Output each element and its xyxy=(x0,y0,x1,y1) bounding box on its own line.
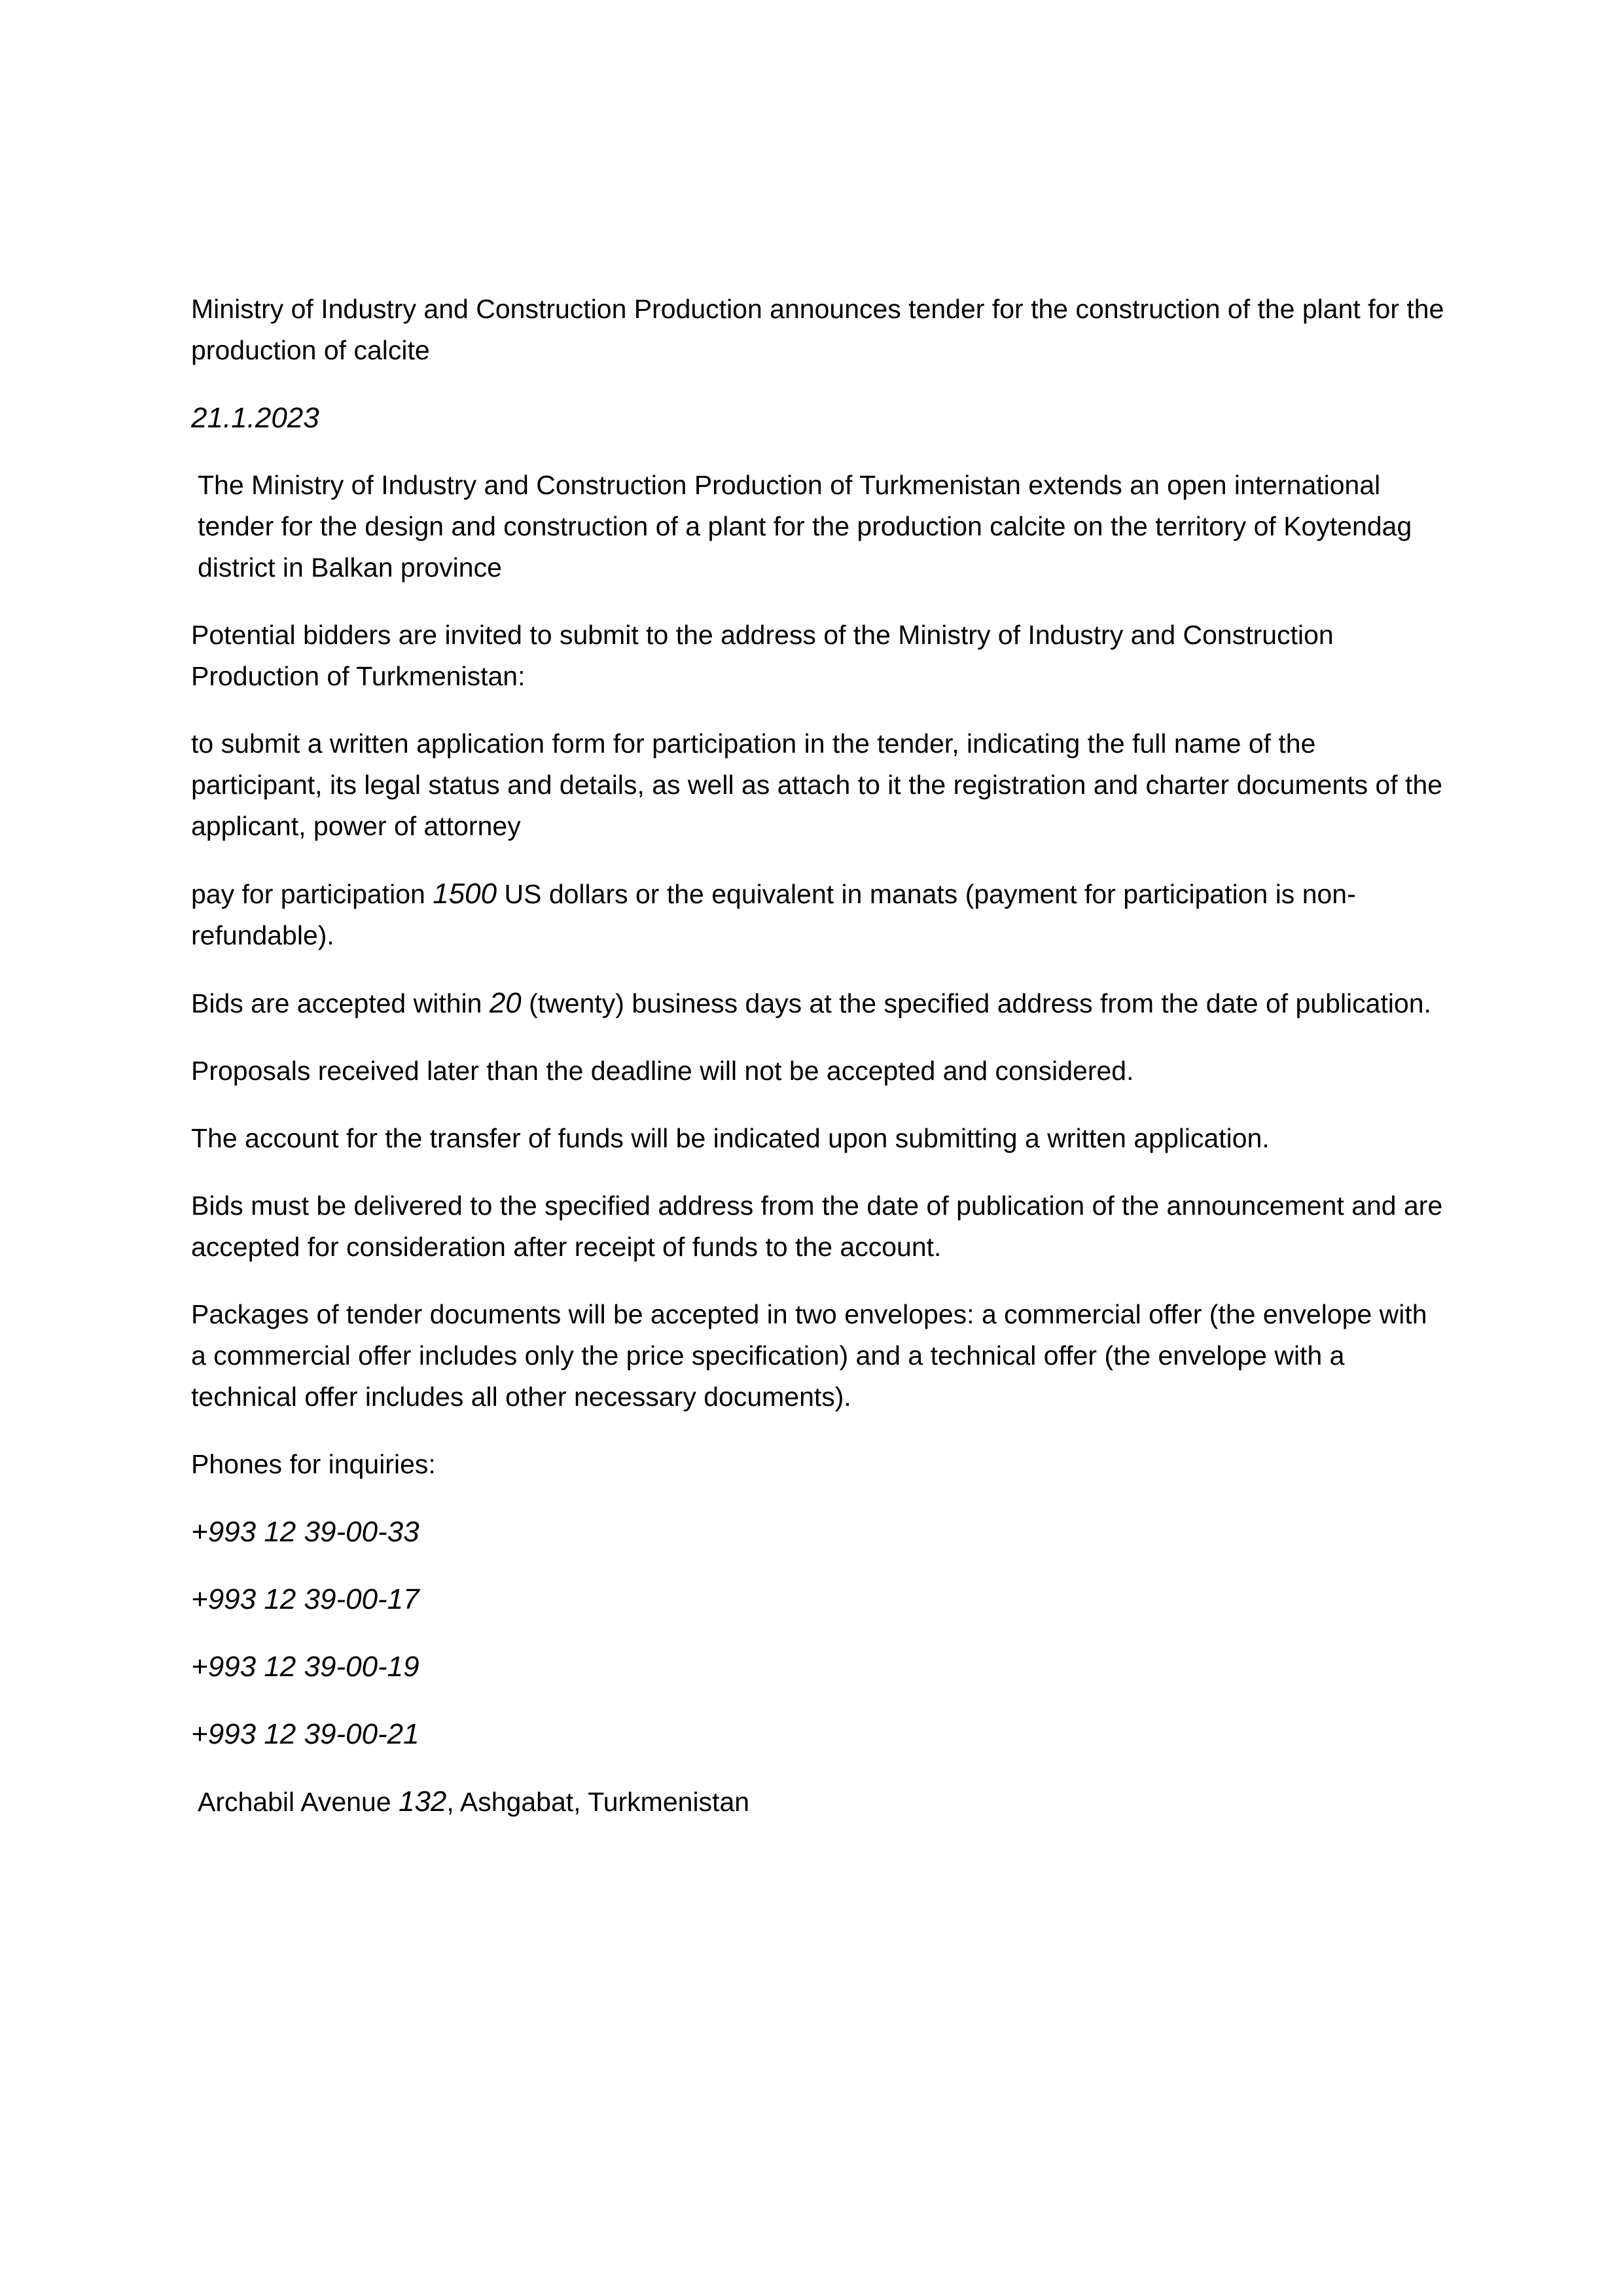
late-proposals-paragraph: Proposals received later than the deadline will not be accepted and considered. xyxy=(191,1056,1134,1086)
bids-window-days: 20 xyxy=(489,987,522,1019)
invitation-paragraph: Potential bidders are invited to submit to the address of the Ministry of Industry and Construction Production of Turkmenistan: xyxy=(191,620,1334,691)
publication-date: 21.1.2023 xyxy=(191,402,319,434)
bids-window-text-after: (twenty) business days at the specified address from the date of publication. xyxy=(521,988,1431,1018)
bids-window-paragraph xyxy=(191,982,1448,1024)
payment-amount: 1500 xyxy=(433,878,497,910)
intro-paragraph: The Ministry of Industry and Construction Production of Turkmenistan extends an open international tender for the design and construction of a plant for the production calcite on the territory of Koytendag district in Balkan province xyxy=(198,470,1412,583)
address-street: Archabil Avenue xyxy=(198,1787,399,1817)
address-line xyxy=(191,1781,1448,1823)
phone-number: +993 12 39-00-17 xyxy=(191,1583,419,1615)
payment-text-before: pay for participation xyxy=(191,879,433,909)
address-number: 132 xyxy=(398,1785,447,1818)
phones-label: Phones for inquiries: xyxy=(191,1449,436,1479)
bids-window-text-before: Bids are accepted within xyxy=(191,988,490,1018)
application-paragraph: to submit a written application form for participation in the tender, indicating the full name of the participant, its legal status and details, as well as attach to it the registration and charter documents of the applicant, power of attorney xyxy=(191,728,1443,841)
account-paragraph: The account for the transfer of funds will be indicated upon submitting a written application. xyxy=(191,1123,1270,1153)
delivery-paragraph: Bids must be delivered to the specified address from the date of publication of the announcement and are accepted for consideration after receipt of funds to the account. xyxy=(191,1191,1443,1262)
phone-number: +993 12 39-00-19 xyxy=(191,1651,419,1683)
payment-paragraph xyxy=(191,873,1448,956)
phone-number: +993 12 39-00-21 xyxy=(191,1718,419,1750)
document-body xyxy=(191,289,1448,1849)
document-title: Ministry of Industry and Construction Production announces tender for the construction of the plant for the production of calcite xyxy=(191,294,1444,365)
address-city: , Ashgabat, Turkmenistan xyxy=(446,1787,750,1817)
phone-number: +993 12 39-00-33 xyxy=(191,1516,419,1548)
envelopes-paragraph: Packages of tender documents will be accepted in two envelopes: a commercial offer (the envelope with a commercial offer includes only the price specification) and a technical offer (the envelope with a technical offer includes all other necessary documents). xyxy=(191,1299,1427,1412)
payment-text-after: US dollars or the equivalent in manats (payment for participation is non-refundable). xyxy=(191,879,1356,950)
